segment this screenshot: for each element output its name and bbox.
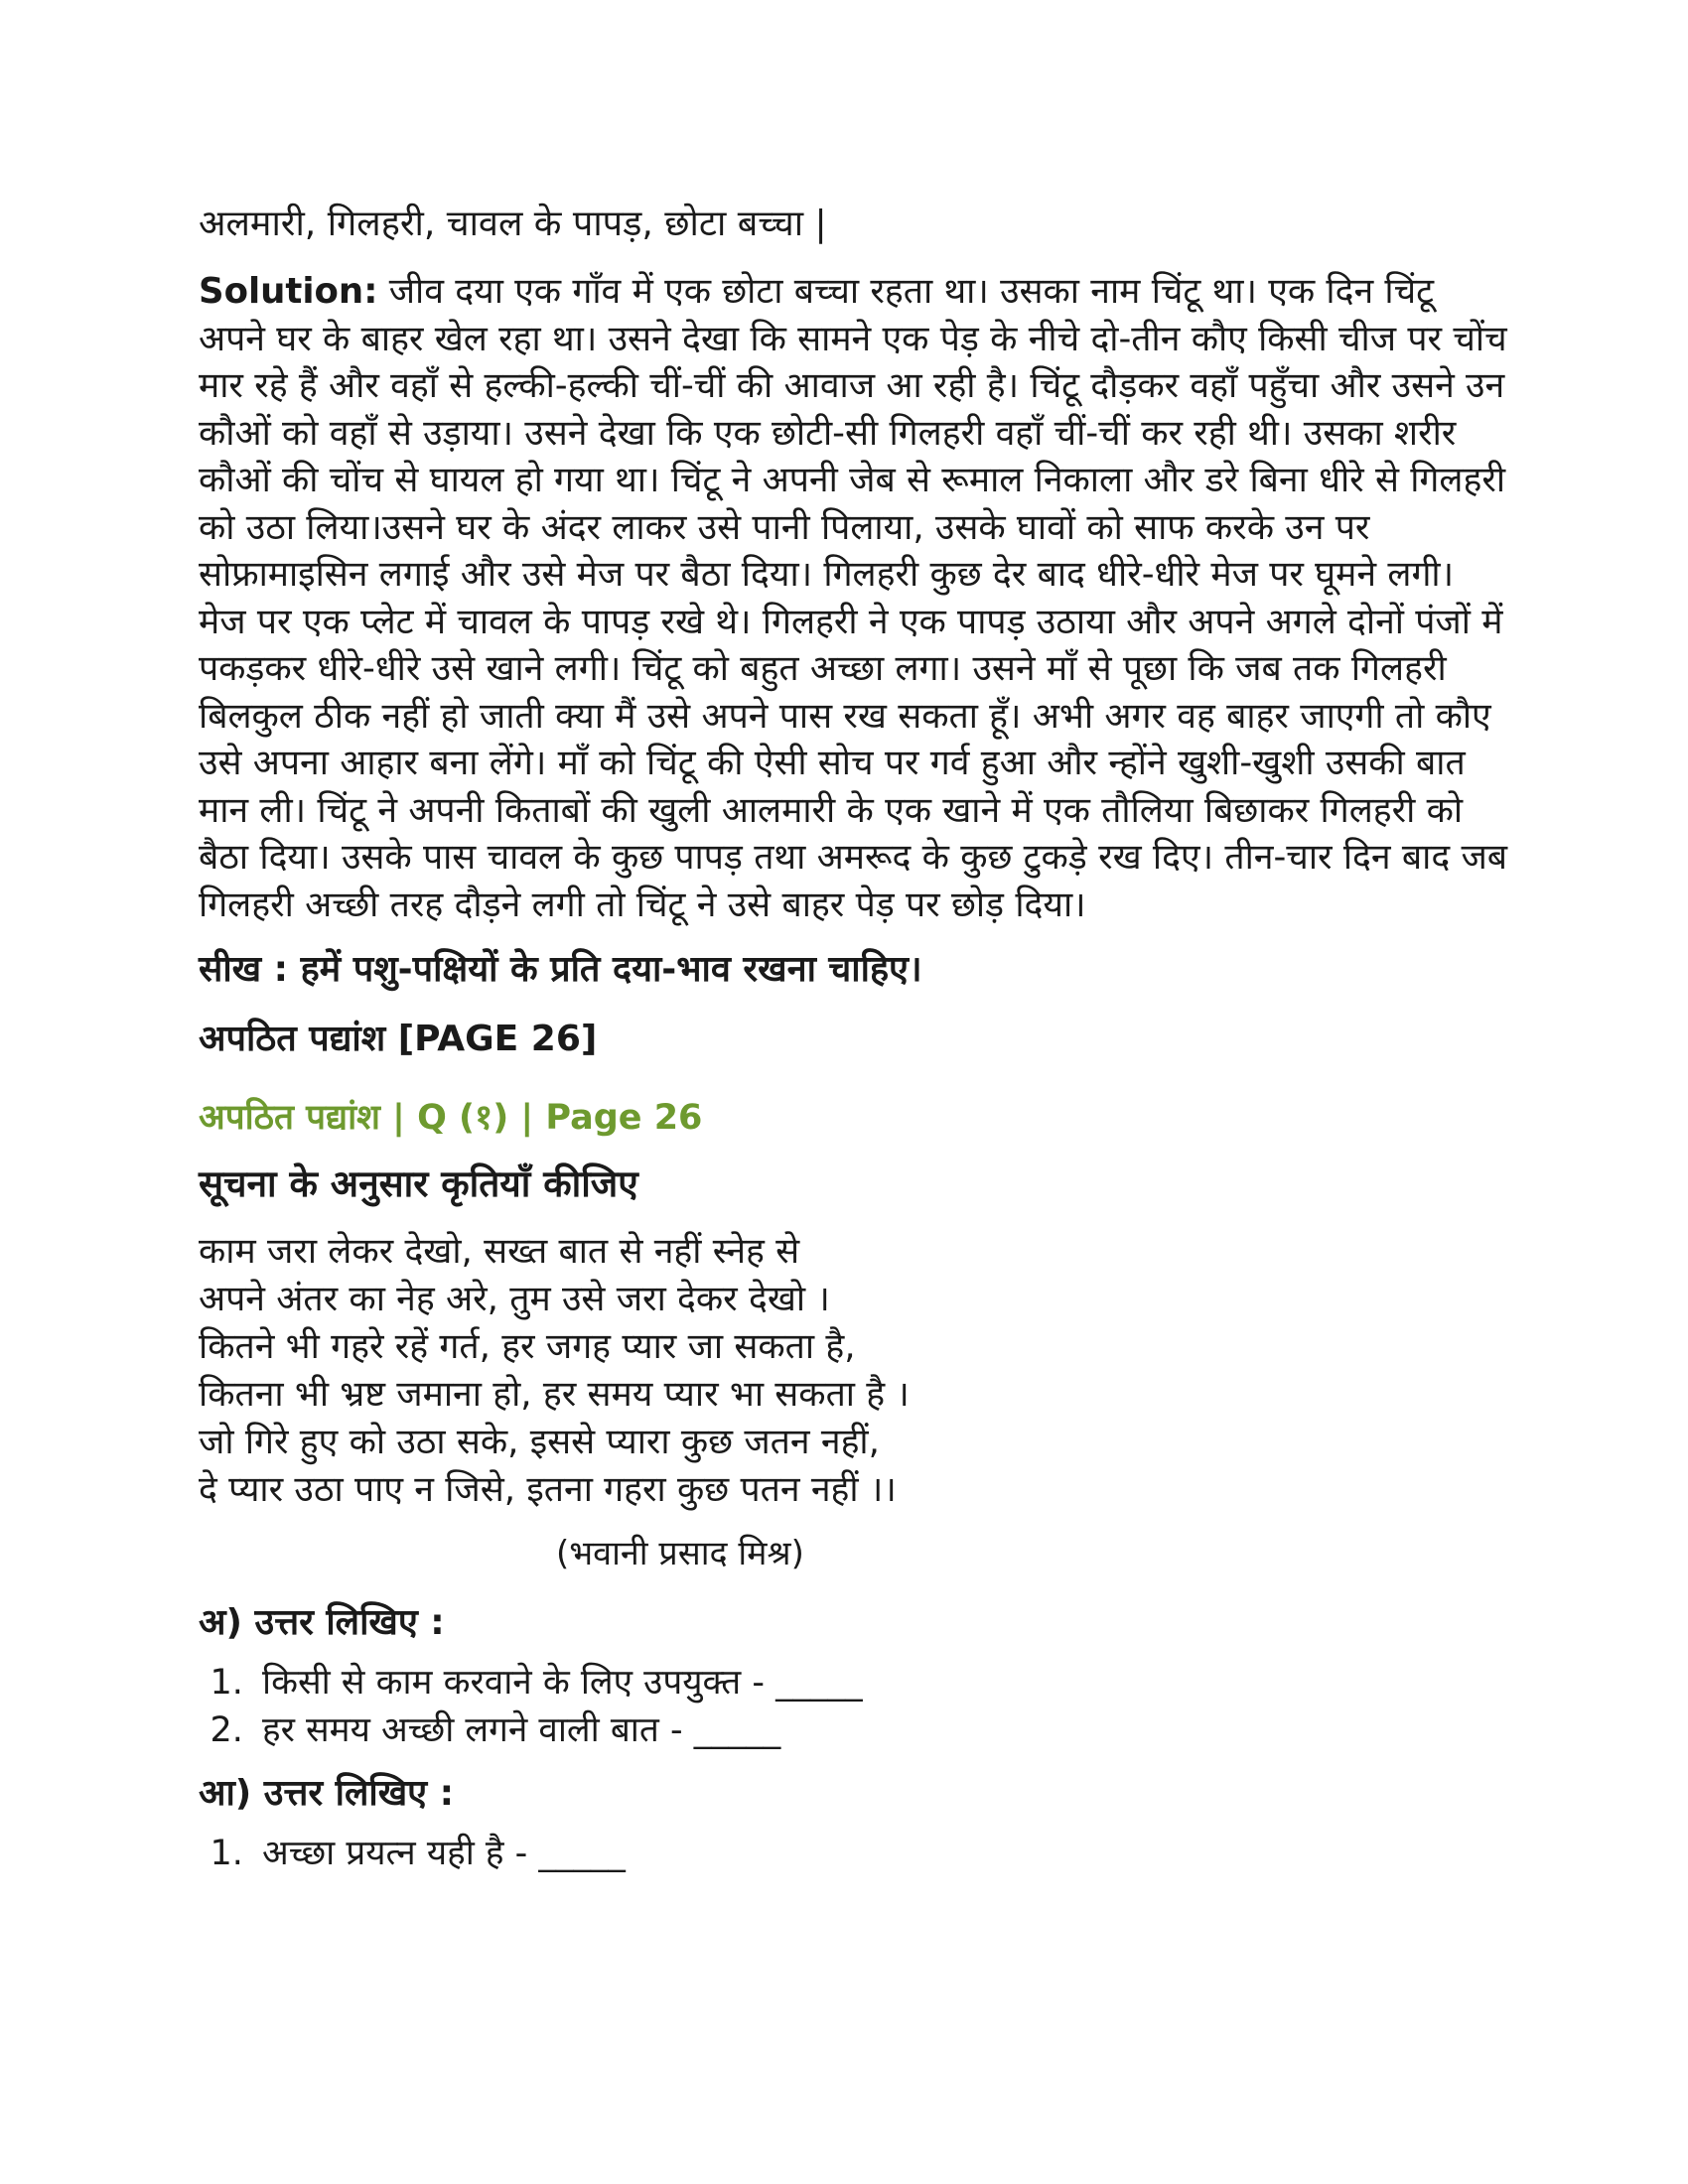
part-aa-heading: आ) उत्तर लिखिए : [199, 1773, 454, 1814]
question-item: 1. अच्छा प्रयत्न यही है - _____ [254, 1830, 1509, 1877]
poem-line: दे प्यार उठा पाए न जिसे, इतना गहरा कुछ पतन नहीं ।। [199, 1469, 897, 1510]
solution-text: जीव दया एक गाँव में एक छोटा बच्चा रहता था। उसका नाम चिंटू था। एक दिन चिंटू अपने घर के बाहर खेल रहा था। उसने देखा कि सामने एक पेड़ के नीचे दो-तीन कौए किसी चीज पर चोंच मार रहे हैं और वहाँ से हल्की-हल्की चीं-चीं की आवाज आ रही है। चिंटू दौड़कर वहाँ पहुँचा और उसने उन कौओं को वहाँ से उड़ाया। उसने देखा कि एक छोटी-सी गिलहरी वहाँ चीं-चीं कर रही थी। उसका शरीर कौओं की चोंच से घायल हो गया था। चिंटू ने अपनी जेब से रूमाल निकाला और डरे बिना धीरे से गिलहरी को उठा लिया।उसने घर के अंदर लाकर उसे पानी पिलाया, उसके घावों को साफ करके उन पर सोफ्रामाइसिन लगाई और उसे मेज पर बैठा दिया। गिलहरी कुछ देर बाद धीरे-धीरे मेज पर घूमने लगी। मेज पर एक प्लेट में चावल के पापड़ रखे थे। गिलहरी ने एक पापड़ उठाया और अपने अगले दोनों पंजों में पकड़कर धीरे-धीरे उसे खाने लगी। चिंटू को बहुत अच्छा लगा। उसने माँ से पूछा कि जब तक गिलहरी बिलकुल ठीक नहीं हो जाती क्या मैं उसे अपने पास रख सकता हूँ। अभी अगर वह बाहर जाएगी तो कौए उसे अपना आहार बना लेंगे। माँ को चिंटू की ऐसी सोच पर गर्व हुआ और न्होंने खुशी-खुशी उसकी बात मान ली। चिंटू ने अपनी किताबों की खुली आलमारी के एक खाने में एक तौलिया बिछाकर गिलहरी को बैठा दिया। उसके पास चावल के कुछ पापड़ तथा अमरूद के कुछ टुकड़े रख दिए। तीन-चार दिन बाद जब गिलहरी अच्छी तरह दौड़ने लगी तो चिंटू ने उसे बाहर पेड़ पर छोड़ दिया। [199, 271, 1508, 925]
question-link[interactable]: अपठित पद्यांश | Q (१) | Page 26 [199, 1098, 703, 1138]
section-heading: अपठित पद्यांश [PAGE 26] [199, 1019, 598, 1059]
solution-paragraph [199, 268, 1509, 928]
moral-text: सीख : हमें पशु-पक्षियों के प्रति दया-भाव रखना चाहिए। [199, 949, 922, 990]
poem [199, 1228, 1509, 1514]
part-a-question-list [199, 1659, 1509, 1754]
poem-line: जो गिरे हुए को उठा सके, इससे प्यारा कुछ जतन नहीं, [199, 1422, 880, 1462]
question-item: 2. हर समय अच्छी लगने वाली बात - _____ [254, 1706, 1509, 1754]
poet-attribution: (भवानी प्रसाद मिश्र) [556, 1534, 804, 1573]
part-a-heading: अ) उत्तर लिखिए : [199, 1602, 445, 1643]
instruction-heading: सूचना के अनुसार कृतियाँ कीजिए [199, 1162, 638, 1205]
poem-line: अपने अंतर का नेह अरे, तुम उसे जरा देकर देखो । [199, 1279, 830, 1319]
poem-line: कितने भी गहरे रहें गर्त, हर जगह प्यार जा सकता है, [199, 1326, 856, 1367]
poem-line: काम जरा लेकर देखो, सख्त बात से नहीं स्नेह से [199, 1231, 800, 1272]
document-page [199, 179, 1509, 1889]
solution-label: Solution: [199, 271, 378, 312]
word-list: अलमारी, गिलहरी, चावल के पापड़, छोटा बच्चा | [199, 204, 827, 244]
part-aa-question-list [199, 1830, 1509, 1877]
question-item: 1. किसी से काम करवाने के लिए उपयुक्त - _____ [254, 1659, 1509, 1706]
poem-line: कितना भी भ्रष्ट जमाना हो, हर समय प्यार भा सकता है । [199, 1374, 910, 1415]
